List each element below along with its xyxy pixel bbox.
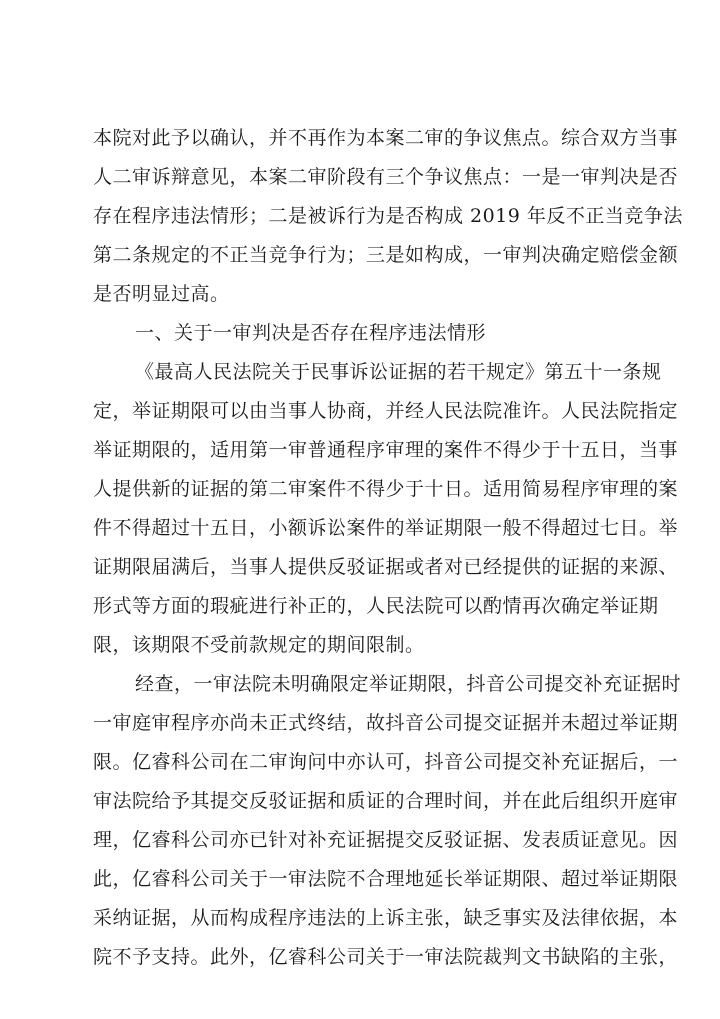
paragraph-3-line-8: 院不予支持。此外，亿睿科公司关于一审法院裁判文书缺陷的主张，	[93, 946, 679, 968]
paragraph-2-line-3: 举证期限的，适用第一审普通程序审理的案件不得少于十五日，当事	[93, 439, 679, 461]
paragraph-3-line-7: 采纳证据，从而构成程序违法的上诉主张，缺乏事实及法律依据，本	[93, 907, 679, 929]
paragraph-3-line-2: 一审庭审程序亦尚未正式终结，故抖音公司提交证据并未超过举证期	[93, 712, 679, 734]
paragraph-2-line-6: 证期限届满后，当事人提供反驳证据或者对已经提供的证据的来源、	[93, 556, 679, 578]
paragraph-3-line-5: 理，亿睿科公司亦已针对补充证据提交反驳证据、发表质证意见。因	[93, 829, 679, 851]
paragraph-2-line-7: 形式等方面的瑕疵进行补正的，人民法院可以酌情再次确定举证期	[93, 595, 659, 617]
section-heading: 一、关于一审判决是否存在程序违法情形	[135, 322, 487, 344]
paragraph-1-line-4: 第二条规定的不正当竞争行为；三是如构成，一审判决确定赔偿金额	[93, 244, 679, 266]
paragraph-3-line-4: 审法院给予其提交反驳证据和质证的合理时间，并在此后组织开庭审	[93, 790, 679, 812]
paragraph-3-line-6: 此，亿睿科公司关于一审法院不合理地延长举证期限、超过举证期限	[93, 868, 679, 890]
paragraph-2-line-8: 限，该期限不受前款规定的期间限制。	[93, 634, 425, 656]
paragraph-1-line-2: 人二审诉辩意见，本案二审阶段有三个争议焦点：一是一审判决是否	[93, 166, 679, 188]
paragraph-1-line-5: 是否明显过高。	[93, 283, 230, 305]
paragraph-2-line-1: 《最高人民法院关于民事诉讼证据的若干规定》第五十一条规	[135, 361, 662, 383]
paragraph-3-line-1: 经查，一审法院未明确限定举证期限，抖音公司提交补充证据时	[135, 673, 682, 695]
paragraph-1-line-1: 本院对此予以确认，并不再作为本案二审的争议焦点。综合双方当事	[93, 127, 679, 149]
paragraph-2-line-5: 件不得超过十五日，小额诉讼案件的举证期限一般不得超过七日。举	[93, 517, 679, 539]
paragraph-2-line-2: 定，举证期限可以由当事人协商，并经人民法院准许。人民法院指定	[93, 400, 679, 422]
paragraph-2-line-4: 人提供新的证据的第二审案件不得少于十日。适用简易程序审理的案	[93, 478, 679, 500]
paragraph-3-line-3: 限。亿睿科公司在二审询问中亦认可，抖音公司提交补充证据后，一	[93, 751, 679, 773]
paragraph-1-line-3: 存在程序违法情形；二是被诉行为是否构成 2019 年反不正当竞争法	[93, 205, 683, 227]
